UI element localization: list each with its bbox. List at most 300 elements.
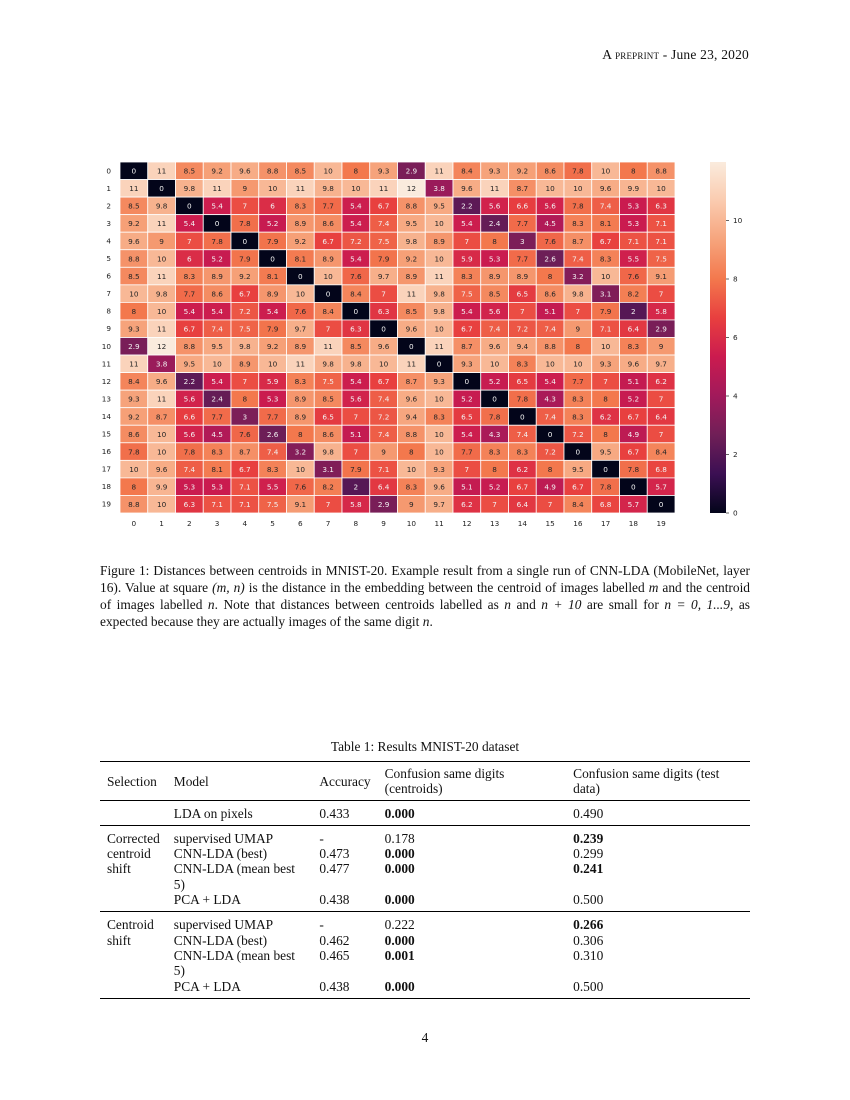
heatmap-cell-label: 9.8 — [155, 201, 168, 211]
heatmap-cell-label: 7.2 — [516, 324, 529, 334]
heatmap-cell-label: 8.4 — [572, 500, 584, 510]
heatmap-cell-label: 11 — [434, 166, 444, 176]
accuracy-cell: 0.462 — [319, 932, 350, 948]
heatmap-cell-label: 8.3 — [266, 464, 279, 474]
heatmap-cell-label: 0 — [658, 500, 664, 510]
heatmap-cell-label: 7 — [353, 447, 359, 457]
heatmap-cell-label: 2 — [631, 306, 636, 316]
table-group — [100, 912, 750, 998]
heatmap-cell-label: 9.1 — [294, 500, 307, 510]
column-tick-label: 15 — [545, 519, 555, 528]
heatmap-cell-label: 5.5 — [627, 254, 640, 264]
heatmap-cell-label: 8 — [242, 394, 248, 404]
heatmap-cell-label: 8.3 — [572, 219, 584, 229]
heatmap-cell-label: 9.2 — [405, 254, 418, 264]
heatmap-cell-label: 7.2 — [350, 236, 362, 246]
heatmap-cell-label: 7.4 — [266, 447, 279, 457]
heatmap-cell-label: 7.2 — [239, 306, 251, 316]
heatmap-cell-label: 7.8 — [516, 394, 529, 404]
heatmap-cell-label: 0 — [353, 306, 359, 316]
heatmap-cell-label: 8 — [547, 271, 553, 281]
heatmap-cell-label: 5.3 — [211, 482, 223, 492]
heatmap-cell-label: 9.4 — [516, 342, 529, 352]
heatmap-cell-label: 6.2 — [461, 500, 473, 510]
heatmap-cell-label: 7.4 — [211, 324, 223, 334]
heatmap-cell-label: 8.2 — [322, 482, 334, 492]
heatmap-cell-label: 5.3 — [627, 201, 640, 211]
colorbar-tick-label: 10 — [733, 216, 743, 226]
heatmap-cell-label: 7 — [325, 500, 331, 510]
heatmap-cell-label: 0 — [492, 394, 497, 404]
column-tick-label: 0 — [131, 519, 137, 528]
heatmap-cell-label: 7.1 — [599, 324, 612, 334]
model-cell: supervised UMAP — [173, 917, 274, 933]
heatmap-cell-label: 11 — [295, 184, 306, 194]
heatmap-cell-label: 6.7 — [572, 482, 584, 492]
heatmap-cell-label: 8.4 — [461, 166, 473, 176]
heatmap-cell-label: 8.9 — [405, 271, 418, 281]
heatmap-cell-label: 12 — [406, 184, 417, 194]
heatmap-cell-label: 9.5 — [572, 464, 584, 474]
heatmap-cell-label: 8.6 — [544, 289, 556, 299]
heatmap-cell-label: 8.6 — [211, 289, 223, 299]
heatmap-cell-label: 9.5 — [183, 359, 196, 369]
heatmap-cell-label: 6.4 — [655, 412, 667, 422]
heatmap-cell-label: 5.2 — [461, 394, 473, 404]
heatmap-cell-label: 2.9 — [405, 166, 418, 176]
test-cell: 0.299 — [573, 846, 604, 862]
heatmap-cell-label: 0 — [187, 201, 192, 211]
selection-cell: Corrected — [107, 830, 160, 846]
heatmap-cell-label: 7.1 — [239, 482, 251, 492]
heatmap-cell-label: 11 — [212, 184, 222, 194]
heatmap-cell-label: 5.6 — [183, 429, 196, 439]
heatmap-cell-label: 8.9 — [294, 394, 307, 404]
heatmap-cell-label: 10 — [489, 359, 500, 369]
heatmap-cell-label: 9.8 — [322, 359, 334, 369]
heatmap-cell-label: 0 — [270, 254, 275, 264]
column-tick-label: 18 — [628, 519, 639, 528]
heatmap-cell-label: 7.8 — [128, 447, 140, 457]
heatmap-cell-label: 8.3 — [183, 271, 196, 281]
heatmap-cell-label: 0 — [575, 447, 581, 457]
heatmap-cell-label: 7.7 — [516, 254, 529, 264]
heatmap-cell-label: 9.7 — [377, 271, 390, 281]
heatmap-cell-label: 7.9 — [239, 254, 251, 264]
heatmap-cell-label: 6.4 — [627, 324, 640, 334]
test-cell: 0.490 — [573, 805, 604, 821]
heatmap-cell-label: 8 — [603, 429, 608, 439]
heatmap-cell-label: 8.1 — [266, 271, 279, 281]
heatmap-cell-label: 9.2 — [516, 166, 529, 176]
heatmap-cell-label: 7.9 — [350, 464, 362, 474]
accuracy-cell: - — [319, 917, 324, 933]
heatmap-cell-label: 8.7 — [155, 412, 168, 422]
row-tick-label: 16 — [101, 447, 111, 457]
centroids-cell: 0.178 — [384, 830, 415, 846]
row-tick-label: 18 — [101, 482, 111, 492]
heatmap-cell-label: 10 — [600, 271, 611, 281]
heatmap-cell-label: 3.2 — [572, 271, 584, 281]
heatmap-cell-label: 8.3 — [599, 254, 612, 264]
heatmap-cell-label: 7.4 — [488, 324, 501, 334]
heatmap-cell-label: 8.9 — [294, 342, 307, 352]
accuracy-cell: 0.438 — [319, 892, 350, 908]
heatmap-cell-label: 5.4 — [211, 201, 223, 211]
centroids-cell: 0.000 — [384, 846, 415, 862]
table-row — [100, 846, 750, 861]
heatmap-cell-label: 7.7 — [211, 412, 223, 422]
heatmap-cell-label: 7 — [658, 429, 664, 439]
heatmap-cell-label: 11 — [156, 219, 167, 229]
heatmap-cell-label: 7.1 — [627, 236, 640, 246]
heatmap-cell-label: 6.7 — [322, 236, 334, 246]
heatmap-cell-label: 8.3 — [461, 271, 473, 281]
heatmap-cell-label: 7.8 — [572, 201, 584, 211]
heatmap-cell-label: 8.9 — [294, 219, 307, 229]
heatmap-cell-label: 7 — [492, 500, 497, 510]
test-cell: 0.310 — [573, 947, 604, 963]
heatmap-cell-label: 5.4 — [350, 254, 362, 264]
heatmap-cell-label: 7.1 — [239, 500, 251, 510]
heatmap-cell-label: 9.6 — [599, 184, 612, 194]
heatmap-cell-label: 11 — [323, 342, 333, 352]
accuracy-cell: 0.438 — [319, 978, 350, 994]
model-cell: LDA on pixels — [173, 805, 253, 821]
heatmap-cell-label: 0 — [159, 184, 164, 194]
colorbar — [710, 162, 726, 513]
heatmap-cell-label: 9.6 — [433, 482, 445, 492]
heatmap-cell-label: 5.4 — [544, 377, 556, 387]
heatmap-cell-label: 11 — [129, 359, 139, 369]
row-tick-label: 9 — [106, 324, 111, 334]
heatmap-cell-label: 9.7 — [655, 359, 667, 369]
table-title: Table 1: Results MNIST-20 dataset — [330, 739, 520, 754]
table-row — [100, 825, 750, 846]
heatmap-cell-label: 9.8 — [433, 289, 445, 299]
heatmap-cell-label: 2.6 — [544, 254, 556, 264]
heatmap-cell-label: 6.3 — [183, 500, 196, 510]
heatmap-cell-label: 8.4 — [350, 289, 362, 299]
heatmap-cell-label: 7 — [325, 324, 331, 334]
colorbar-tick-label: 8 — [733, 274, 738, 284]
heatmap-cell-label: 9.8 — [322, 447, 334, 457]
test-cell: 0.306 — [573, 932, 604, 948]
accuracy-cell: 0.465 — [319, 947, 350, 963]
heatmap-cell-label: 8.1 — [294, 254, 307, 264]
heatmap-cell-label: 9 — [658, 342, 664, 352]
heatmap-cell-label: 8 — [547, 464, 553, 474]
heatmap-cell-label: 8.5 — [294, 166, 307, 176]
heatmap-cell-label: 7.6 — [544, 236, 556, 246]
selection-cell: shift — [107, 932, 131, 948]
heatmap-cell-label: 9.9 — [627, 184, 640, 194]
heatmap-cell-label: 3.8 — [155, 359, 168, 369]
heatmap-cell-label: 2.2 — [461, 201, 473, 211]
heatmap-cell-label: 7.6 — [294, 482, 307, 492]
column-tick-label: 13 — [489, 519, 500, 528]
heatmap-cell-label: 3 — [520, 236, 525, 246]
heatmap-cell-label: 6.7 — [239, 464, 251, 474]
row-tick-label: 15 — [101, 429, 111, 439]
colorbar-tick-label: 0 — [733, 508, 738, 518]
model-cell: CNN-LDA (best) — [173, 846, 268, 862]
test-cell: 0.500 — [573, 978, 604, 994]
row-tick-label: 14 — [101, 411, 111, 421]
heatmap-cell-label: 0 — [547, 429, 553, 439]
row-tick-label: 0 — [106, 166, 111, 176]
heatmap-cell-label: 9.6 — [239, 166, 251, 176]
heatmap-cell-label: 5.4 — [211, 377, 223, 387]
column-tick-label: 4 — [242, 519, 248, 528]
heatmap-cell-label: 9.6 — [627, 359, 640, 369]
heatmap-cell-label: 9.8 — [322, 184, 334, 194]
heatmap-cell-label: 10 — [573, 359, 583, 369]
heatmap-cell-label: 6.5 — [461, 412, 473, 422]
heatmap-cell-label: 8.7 — [461, 342, 473, 352]
heatmap-cell-label: 7.5 — [377, 236, 390, 246]
row-tick-label: 13 — [101, 394, 111, 404]
heatmap-cell-label: 2.6 — [266, 429, 279, 439]
heatmap-cell-label: 5.5 — [266, 482, 279, 492]
column-tick-label: 1 — [159, 519, 164, 528]
heatmap-cell-label: 8.3 — [572, 394, 584, 404]
model-cell: supervised UMAP — [173, 830, 274, 846]
heatmap-cell-label: 9.4 — [405, 412, 418, 422]
heatmap-cell-label: 6.4 — [516, 500, 529, 510]
heatmap-cell-label: 8.6 — [322, 429, 334, 439]
heatmap-cell-label: 5.4 — [350, 377, 362, 387]
heatmap-cell-label: 0 — [603, 464, 608, 474]
heatmap-cell-label: 9.2 — [128, 219, 140, 229]
heatmap-cell-label: 8.5 — [128, 201, 140, 211]
heatmap-cell-label: 5.2 — [488, 377, 501, 387]
column-tick-label: 2 — [187, 519, 192, 528]
heatmap-cell-label: 7.1 — [377, 464, 390, 474]
heatmap-cell-label: 6.3 — [350, 324, 362, 334]
running-header: A preprint - June 23, 2020 — [602, 47, 749, 62]
heatmap-cell-label: 9.2 — [211, 166, 223, 176]
colorbar-tick-label: 4 — [733, 391, 738, 401]
heatmap-cell-label: 7.6 — [350, 271, 362, 281]
heatmap-cell-label: 0 — [464, 377, 470, 387]
heatmap-cell-label: 11 — [378, 184, 389, 194]
heatmap-cell-label: 2 — [353, 482, 359, 492]
heatmap-cell-label: 8.5 — [183, 166, 196, 176]
heatmap-cell-label: 8 — [492, 236, 497, 246]
heatmap-cell-label: 8.5 — [350, 342, 362, 352]
heatmap-cell-label: 5.6 — [488, 306, 501, 316]
heatmap-cell-label: 8 — [492, 464, 497, 474]
heatmap-cell-label: 6.2 — [655, 377, 667, 387]
heatmap-cell-label: 8.8 — [405, 429, 418, 439]
heatmap-cell-label: 7.7 — [572, 377, 584, 387]
heatmap-cell-label: 9.1 — [655, 271, 667, 281]
row-tick-label: 4 — [106, 236, 111, 246]
heatmap-cell-label: 2.9 — [128, 342, 140, 352]
heatmap-cell-label: 7 — [547, 500, 553, 510]
heatmap-cell-label: 9 — [575, 324, 581, 334]
heatmap-cell-label: 8.4 — [322, 306, 334, 316]
model-cell: PCA + LDA — [173, 892, 241, 908]
test-cell: 0.266 — [573, 917, 604, 933]
heatmap-cell-label: 8.3 — [572, 412, 584, 422]
heatmap-cell-label: 10 — [212, 359, 222, 369]
accuracy-cell: - — [319, 830, 324, 846]
heatmap-cell-label: 7.5 — [266, 500, 279, 510]
heatmap-cell-label: 5.7 — [655, 482, 667, 492]
row-tick-label: 6 — [106, 271, 111, 281]
row-tick-label: 7 — [106, 289, 111, 299]
heatmap-cell-label: 7.6 — [294, 306, 307, 316]
heatmap-cell-label: 5.6 — [350, 394, 362, 404]
heatmap-cell-label: 8.3 — [488, 447, 501, 457]
heatmap-cell-label: 5.1 — [627, 377, 640, 387]
heatmap-cell-label: 10 — [156, 254, 167, 264]
heatmap-cell-label: 6.8 — [599, 500, 612, 510]
heatmap-cell-label: 8.8 — [544, 342, 556, 352]
heatmap-cell-label: 6.3 — [655, 201, 667, 211]
heatmap-cell-label: 7.8 — [599, 482, 612, 492]
heatmap-cell-label: 7.4 — [183, 464, 196, 474]
test-cell: 0.239 — [573, 830, 604, 846]
heatmap-cell-label: 10 — [434, 429, 444, 439]
heatmap-cell-label: 9.3 — [433, 464, 445, 474]
heatmap-cell-label: 8 — [131, 482, 137, 492]
centroids-cell: 0.000 — [384, 892, 415, 908]
heatmap-cell-label: 5.4 — [461, 429, 473, 439]
heatmap-cell-label: 10 — [434, 447, 444, 457]
heatmap-cell-label: 6 — [187, 254, 192, 264]
column-tick-label: 8 — [353, 519, 359, 528]
heatmap-cell-label: 10 — [545, 184, 555, 194]
heatmap-cell-label: 2.9 — [377, 500, 390, 510]
heatmap-cell-label: 0 — [631, 482, 636, 492]
heatmap-cell-label: 8.8 — [128, 500, 140, 510]
heatmap-cell-label: 8 — [575, 342, 581, 352]
heatmap-cell-label: 0 — [214, 219, 220, 229]
selection-cell — [100, 948, 167, 979]
heatmap-cell-label: 7.7 — [183, 289, 196, 299]
heatmap-cell-label: 5.2 — [266, 219, 279, 229]
table-row — [100, 892, 750, 912]
heatmap-cell-label: 9.2 — [266, 342, 279, 352]
heatmap-cell-label: 9.5 — [599, 447, 612, 457]
page-number: 4 — [421, 1030, 429, 1045]
table-row — [100, 979, 750, 999]
heatmap-cell-label: 5.3 — [488, 254, 501, 264]
heatmap-cell-label: 10 — [267, 359, 278, 369]
heatmap-cell-label: 10 — [406, 464, 417, 474]
table-group — [100, 825, 750, 911]
heatmap-cell-label: 9.7 — [294, 324, 307, 334]
centroids-cell: 0.222 — [384, 917, 415, 933]
heatmap-cell-label: 9.7 — [433, 500, 445, 510]
column-tick-label: 7 — [325, 519, 331, 528]
heatmap-cell-label: 10 — [351, 184, 361, 194]
heatmap-cell-label: 8.3 — [627, 342, 640, 352]
heatmap-cell-label: 7 — [520, 306, 525, 316]
heatmap-cell-label: 2.4 — [488, 219, 501, 229]
heatmap-cell-label: 10 — [378, 359, 389, 369]
heatmap-cell-label: 10 — [573, 184, 583, 194]
heatmap-cell-label: 7.9 — [599, 306, 612, 316]
heatmap-cell-label: 8.8 — [655, 166, 667, 176]
selection-cell: shift — [107, 861, 131, 877]
heatmap-cell-label: 5.4 — [183, 306, 196, 316]
heatmap-cell-label: 9 — [381, 447, 386, 457]
heatmap-cell-label: 7.4 — [377, 219, 390, 229]
heatmap-cell-label: 9.5 — [211, 342, 223, 352]
heatmap-cell-label: 5.4 — [461, 306, 473, 316]
heatmap-cell-label: 9.5 — [405, 219, 418, 229]
heatmap-cell-label: 9.3 — [461, 359, 473, 369]
heatmap-cell-label: 8.3 — [433, 412, 445, 422]
heatmap-cell-label: 8.9 — [433, 236, 445, 246]
heatmap-cell-label: 0 — [131, 166, 137, 176]
heatmap-cell-label: 8.6 — [322, 219, 334, 229]
heatmap-cell-label: 5.8 — [350, 500, 362, 510]
heatmap-cell-label: 5.4 — [183, 219, 196, 229]
heatmap-cell-label: 9 — [409, 500, 414, 510]
heatmap-cell-label: 3.1 — [322, 464, 334, 474]
heatmap-cell-label: 5.9 — [266, 377, 279, 387]
column-tick-label: 19 — [656, 519, 666, 528]
heatmap-cell-label: 9.6 — [128, 236, 140, 246]
heatmap-cell-label: 8.9 — [239, 359, 251, 369]
heatmap-cell-label: 8.5 — [322, 394, 334, 404]
heatmap-cell-label: 8.7 — [405, 377, 418, 387]
heatmap-cell-label: 7 — [464, 236, 470, 246]
figure-caption: Figure 1: Distances between centroids in MNIST-20. Example result from a single run of CNN-LDA (MobileNet, layer 16). Value at square (m, n) is the distance in the embedding between the centroid of images labelled m and the centroid of images labelled n. Note that distances between centroids labelled as n and n + 10 are small for n = 0, 1...9, as expected because they are actually images of the same digit n. — [100, 563, 750, 629]
heatmap-cell-label: 9.5 — [433, 201, 445, 211]
heatmap-cell-label: 9.3 — [128, 394, 140, 404]
heatmap-cell-label: 7 — [353, 412, 359, 422]
heatmap-cell-label: 9.2 — [128, 412, 140, 422]
heatmap-cell-label: 7.4 — [572, 254, 584, 264]
heatmap-cell-label: 10 — [600, 342, 611, 352]
heatmap-cell-label: 9.8 — [433, 306, 445, 316]
selection-cell — [100, 979, 167, 999]
heatmap-cell-label: 11 — [295, 359, 306, 369]
heatmap-cell-label: 10 — [600, 166, 611, 176]
column-tick-label: 5 — [270, 519, 275, 528]
centroids-cell: 0.000 — [384, 932, 415, 948]
heatmap-cell-label: 8.8 — [405, 201, 418, 211]
row-tick-label: 5 — [106, 254, 111, 264]
heatmap-cell-label: 6.7 — [627, 447, 640, 457]
heatmap-cell-label: 6.7 — [599, 236, 612, 246]
heatmap-cell-label: 7.8 — [183, 447, 196, 457]
heatmap-cell-label: 8.1 — [599, 219, 612, 229]
heatmap-cell-label: 7.8 — [211, 236, 223, 246]
row-tick-label: 8 — [106, 306, 111, 316]
colorbar-tick-label: 6 — [733, 333, 738, 343]
heatmap-cell-label: 8.3 — [211, 447, 223, 457]
heatmap-cell-label: 10 — [434, 219, 444, 229]
table-row — [100, 912, 750, 933]
heatmap-cell-label: 8.6 — [128, 429, 140, 439]
row-tick-label: 17 — [101, 464, 111, 474]
heatmap-cell-label: 0 — [298, 271, 303, 281]
heatmap-cell-label: 5.4 — [211, 306, 223, 316]
column-tick-label: 11 — [434, 519, 444, 528]
table-row — [100, 861, 750, 892]
heatmap-cell-label: 10 — [295, 464, 306, 474]
row-tick-label: 11 — [101, 359, 111, 369]
selection-cell: centroid — [107, 846, 151, 862]
heatmap-cell-label: 8.9 — [266, 289, 279, 299]
